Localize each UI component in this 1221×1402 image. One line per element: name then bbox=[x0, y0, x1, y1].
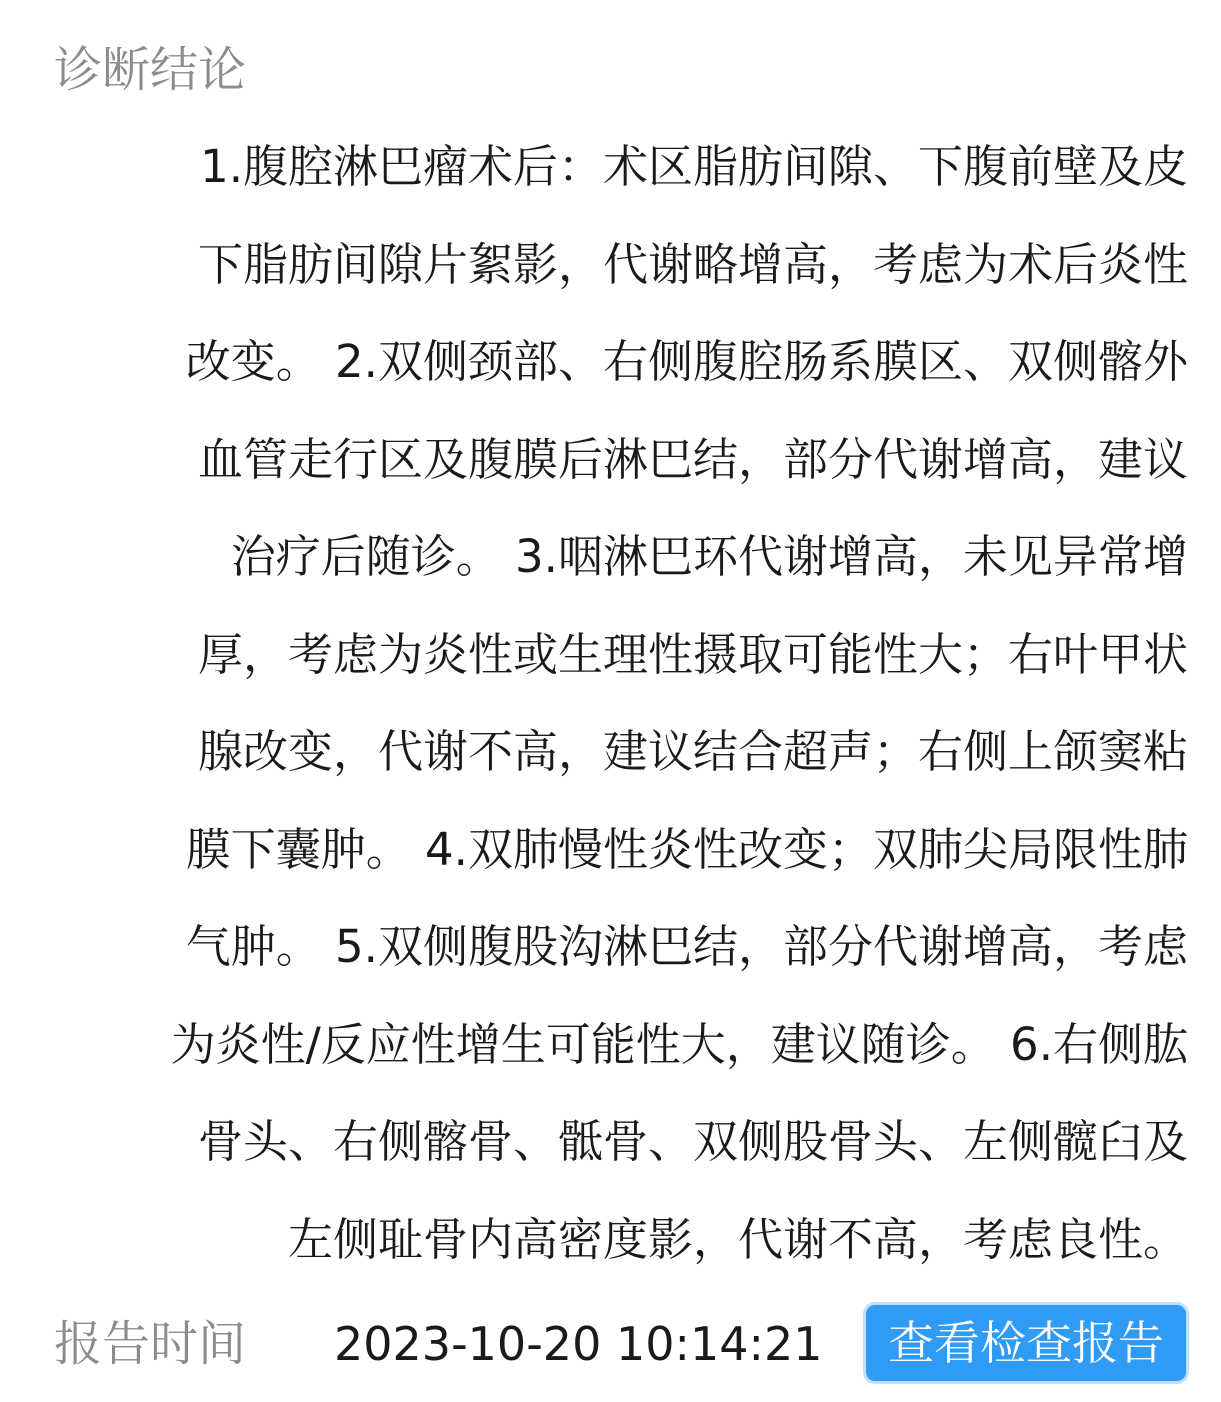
conclusion-line: 治疗后随诊。 3.咽淋巴环代谢增高，未见异常增 bbox=[230, 530, 1188, 583]
view-report-button[interactable]: 查看检查报告 bbox=[863, 1302, 1189, 1384]
conclusion-line: 左侧耻骨内高密度影，代谢不高，考虑良性。 bbox=[287, 1212, 1188, 1266]
conclusion-line: 下脂肪间隙片絮影，代谢略增高，考虑为术后炎性 bbox=[197, 237, 1188, 291]
diagnosis-conclusion-text bbox=[0, 118, 1188, 1288]
report-time-label: 报告时间 bbox=[54, 1316, 247, 1372]
report-time-value: 2023-10-20 10:14:21 bbox=[334, 1317, 823, 1371]
conclusion-line: 气肿。 5.双侧腹股沟淋巴结，部分代谢增高，考虑 bbox=[185, 920, 1188, 973]
conclusion-line: 骨头、右侧髂骨、骶骨、双侧股骨头、左侧髋臼及 bbox=[197, 1115, 1188, 1168]
conclusion-line: 1.腹腔淋巴瘤术后：术区脂肪间隙、下腹前壁及皮 bbox=[200, 140, 1188, 193]
conclusion-line: 改变。 2.双侧颈部、右侧腹腔肠系膜区、双侧髂外 bbox=[185, 335, 1188, 388]
conclusion-line: 腺改变，代谢不高，建议结合超声；右侧上颌窦粘 bbox=[197, 725, 1188, 778]
conclusion-line: 厚，考虑为炎性或生理性摄取可能性大；右叶甲状 bbox=[197, 627, 1188, 681]
conclusion-line: 血管走行区及腹膜后淋巴结，部分代谢增高，建议 bbox=[197, 432, 1188, 486]
conclusion-line: 为炎性/反应性增生可能性大，建议随诊。 6.右侧肱 bbox=[170, 1017, 1188, 1071]
conclusion-line: 膜下囊肿。 4.双肺慢性炎性改变；双肺尖局限性肺 bbox=[185, 822, 1188, 876]
diagnosis-conclusion-title: 诊断结论 bbox=[54, 42, 247, 98]
